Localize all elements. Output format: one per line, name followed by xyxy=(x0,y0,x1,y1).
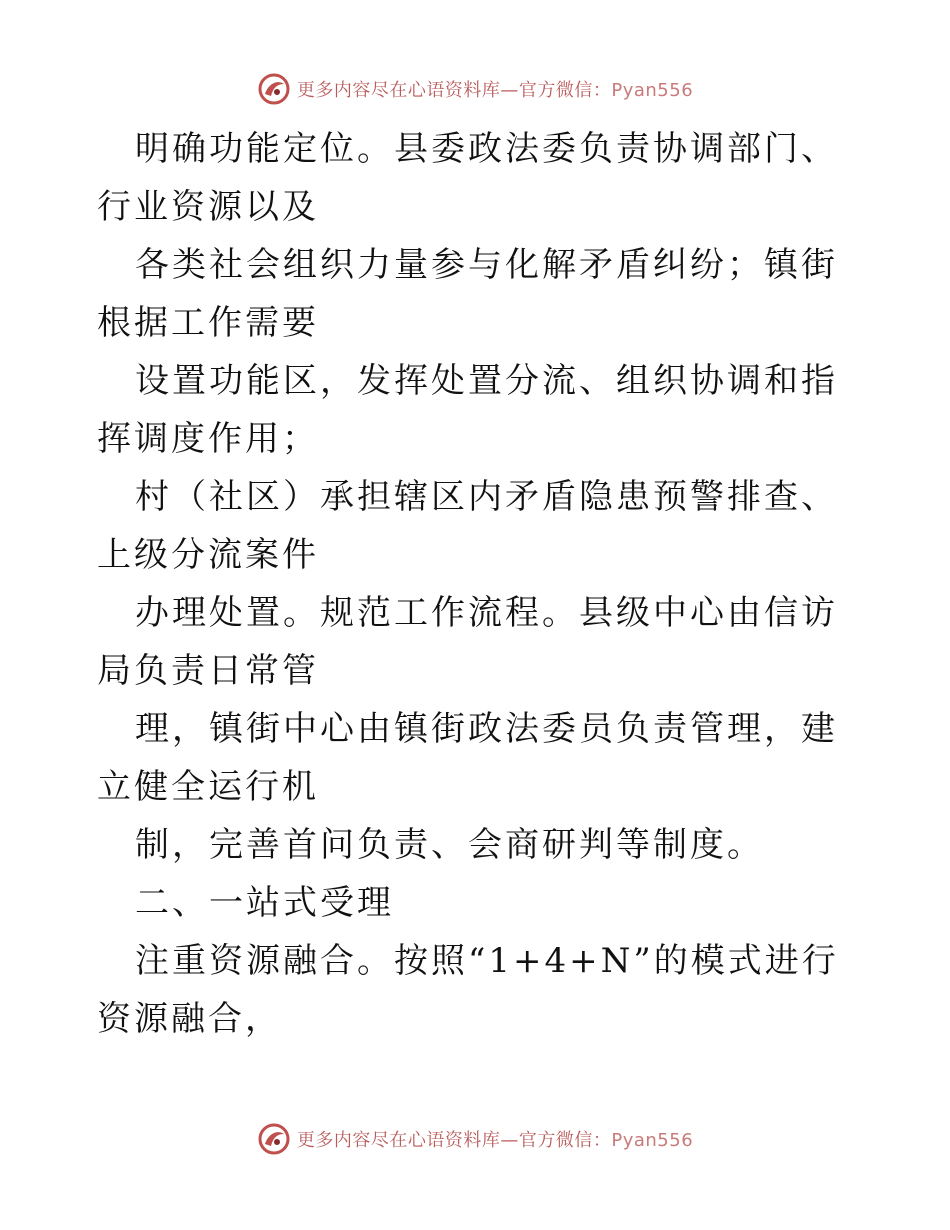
paragraph-8: 注重资源融合。按照“1+4+N”的模式进行资源融合， xyxy=(97,941,839,1039)
document-body xyxy=(97,120,857,1048)
paragraph-2: 各类社会组织力量参与化解矛盾纠纷；镇街根据工作需要 xyxy=(97,245,838,343)
paragraph-4: 村（社区）承担辖区内矛盾隐患预警排查、上级分流案件 xyxy=(97,477,838,575)
watermark-wechat-id: Pyan556 xyxy=(611,1130,694,1151)
watermark-text-cn: 更多内容尽在心语资料库—官方微信： xyxy=(296,1130,612,1151)
section-heading: 二、一站式受理 xyxy=(135,883,394,923)
watermark-wechat-id: Pyan556 xyxy=(611,80,694,101)
paragraph-1: 明确功能定位。县委政法委负责协调部门、行业资源以及 xyxy=(97,129,838,227)
paragraph-6: 理，镇街中心由镇街政法委员负责管理，建立健全运行机 xyxy=(97,709,838,807)
watermark-text xyxy=(297,1126,693,1152)
header-watermark xyxy=(0,72,950,106)
paragraph-7: 制，完善首问负责、会商研判等制度。 xyxy=(135,825,764,865)
watermark-text xyxy=(297,76,693,102)
paragraph-5: 办理处置。规范工作流程。县级中心由信访局负责日常管 xyxy=(97,593,838,691)
watermark-text-cn: 更多内容尽在心语资料库—官方微信： xyxy=(296,80,612,101)
paragraph-3: 设置功能区，发挥处置分流、组织协调和指挥调度作用； xyxy=(97,361,838,459)
swirl-logo-icon xyxy=(257,72,291,106)
footer-watermark xyxy=(0,1122,950,1156)
swirl-logo-icon xyxy=(257,1122,291,1156)
